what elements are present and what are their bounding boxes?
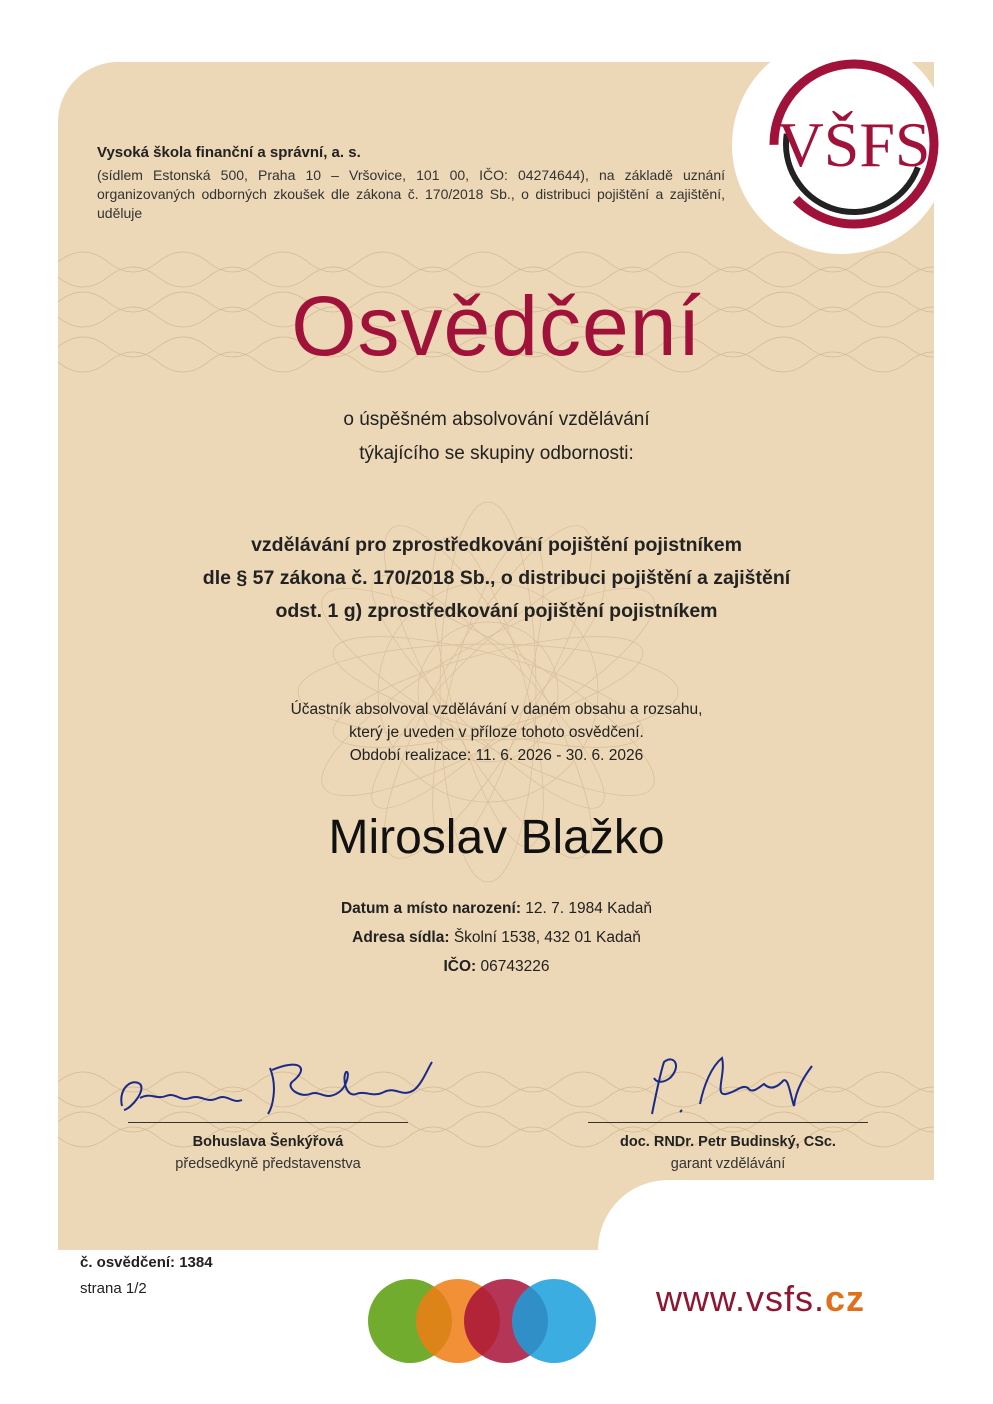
note-line-3: Období realizace: 11. 6. 2026 - 30. 6. 2026 (349, 747, 644, 764)
birth-value: 12. 7. 1984 Kadaň (525, 900, 652, 917)
address-label: Adresa sídla: (352, 929, 450, 946)
birth-row (0, 894, 993, 923)
signer-2-role: garant vzdělávání (670, 1156, 786, 1172)
cert-no-value: 1384 (179, 1254, 213, 1271)
signature-senkyrova (110, 1048, 440, 1128)
note-line-1: Účastník absolvoval vzdělávání v daném obsahu a rozsahu, (290, 701, 703, 718)
signer-1-role: předsedkyně představenstva (175, 1156, 361, 1172)
signature-line-2 (588, 1122, 868, 1123)
institution-description: (sídlem Estonská 500, Praha 10 – Vršovice, 101 00, IČO: 04274644), na základě uznání organizovaných odborných zkoušek dle zákona č. 170/2018 Sb., o distribuci pojištění a zajištění, uděluje (97, 167, 725, 221)
address-row (0, 923, 993, 952)
ico-value: 06743226 (480, 958, 550, 975)
blue-circle (512, 1279, 596, 1363)
program-line-1: vzdělávání pro zprostředkování pojištění pojistníkem (251, 534, 742, 556)
page-indicator: strana 1/2 (80, 1280, 147, 1297)
signature-line-1 (128, 1122, 408, 1123)
signer-2-name: doc. RNDr. Petr Budinský, CSc. (620, 1134, 836, 1150)
footer-white-area (598, 1248, 993, 1404)
svg-text:VŠFS: VŠFS (777, 109, 931, 180)
certificate-title: Osvědčení (291, 279, 702, 373)
program-line-2: dle § 57 zákona č. 170/2018 Sb., o distribuci pojištění a zajištění (202, 567, 791, 589)
ico-label: IČO: (443, 958, 477, 975)
ico-row (0, 952, 993, 981)
signature-budinsky (630, 1044, 840, 1124)
url-main: www.vsfs. (656, 1278, 826, 1319)
website-url[interactable] (656, 1278, 865, 1320)
subtitle-line-2: týkajícího se skupiny odbornosti: (359, 443, 634, 464)
vsfs-logo (732, 36, 950, 254)
signer-1-name: Bohuslava Šenkýřová (192, 1134, 344, 1150)
url-tld: cz (825, 1278, 866, 1319)
subtitle-line-1: o úspěšném absolvování vzdělávání (343, 409, 650, 430)
cert-no-label: č. osvědčení: (80, 1254, 176, 1271)
note-line-2: který je uveden v příloze tohoto osvědčení. (349, 724, 644, 741)
birth-label: Datum a místo narození: (340, 900, 521, 917)
recipient-name: Miroslav Blažko (328, 811, 665, 864)
color-circles-decoration (366, 1278, 600, 1368)
logo-badge (732, 36, 950, 254)
program-line-3: odst. 1 g) zprostředkování pojištění pojistníkem (275, 600, 718, 622)
institution-name: Vysoká škola finanční a správní, a. s. (97, 144, 361, 161)
certificate-number (80, 1254, 213, 1271)
address-value: Školní 1538, 432 01 Kadaň (453, 929, 641, 946)
